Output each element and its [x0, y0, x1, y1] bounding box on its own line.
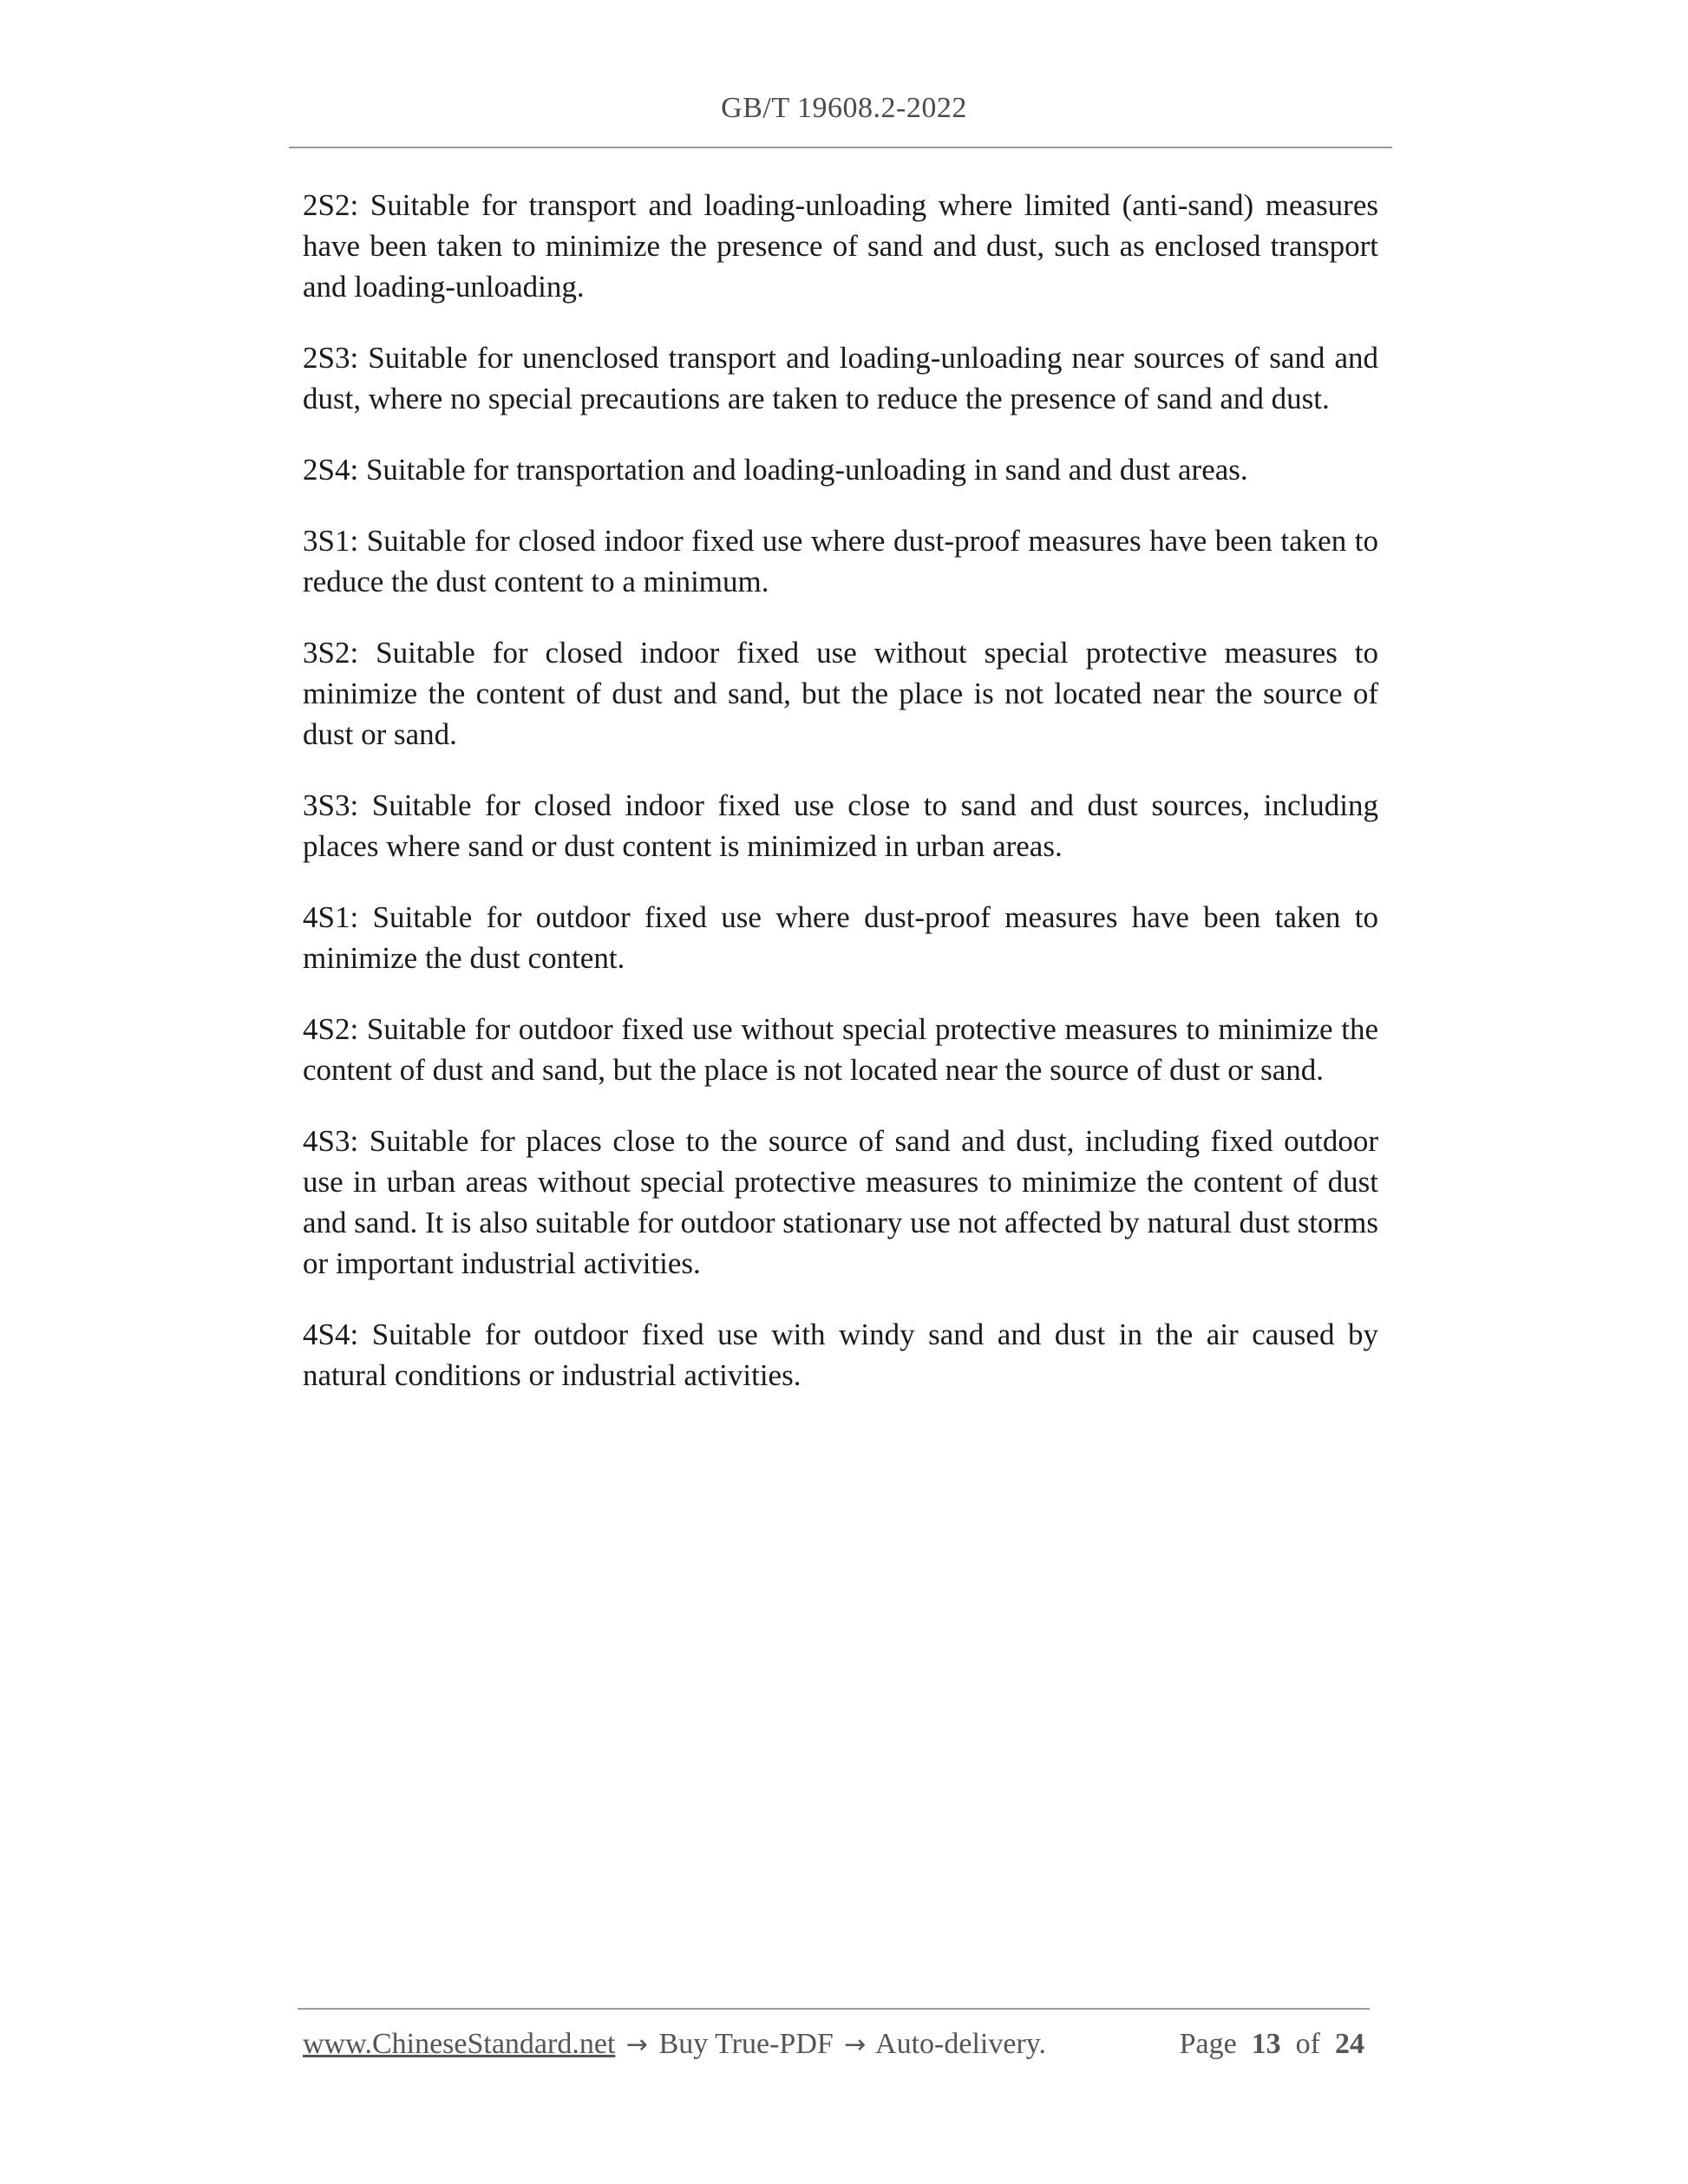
page-current: 13: [1251, 2028, 1281, 2060]
page-label: Page: [1179, 2028, 1237, 2060]
paragraph-3s1: 3S1: Suitable for closed indoor fixed use where dust-proof measures have been taken to reduce the dust content to a minimum.: [303, 524, 1378, 598]
paragraph-2s4: 2S4: Suitable for transportation and loading-unloading in sand and dust areas.: [303, 453, 1248, 487]
site-link[interactable]: www.ChineseStandard.net: [303, 2028, 616, 2060]
buy-true-pdf-text: Buy True-PDF: [658, 2028, 834, 2060]
footer-links: [303, 2028, 1046, 2061]
document-header: GB/T 19608.2-2022: [721, 92, 967, 124]
paragraph-3s3: 3S3: Suitable for closed indoor fixed use close to sand and dust sources, including places where sand or dust content is minimized in urban areas.: [303, 788, 1378, 863]
paragraph-2s3: 2S3: Suitable for unenclosed transport and loading-unloading near sources of sand and dust, where no special precautions are taken to reduce the presence of sand and dust.: [303, 341, 1378, 415]
page-total: 24: [1335, 2028, 1364, 2060]
header-divider: [289, 147, 1392, 148]
arrow-right-icon: →: [625, 2030, 649, 2060]
arrow-right-icon: →: [844, 2030, 867, 2060]
paragraph-4s3: 4S3: Suitable for places close to the source of sand and dust, including fixed outdoor use in urban areas without special protective measures to minimize the content of dust and sand. It is also suitable for outdoor stationary use not affected by natural dust storms or important industrial activities.: [303, 1124, 1378, 1280]
paragraph-4s1: 4S1: Suitable for outdoor fixed use where dust-proof measures have been taken to minimize the dust content.: [303, 900, 1378, 975]
page-number: [1180, 2028, 1364, 2061]
page-of-label: of: [1295, 2028, 1320, 2060]
paragraph-4s2: 4S2: Suitable for outdoor fixed use without special protective measures to minimize the content of dust and sand, but the place is not located near the source of dust or sand.: [303, 1012, 1378, 1087]
auto-delivery-text: Auto-delivery.: [875, 2028, 1047, 2060]
page-footer: [303, 2028, 1370, 2066]
footer-divider: [298, 2008, 1370, 2010]
paragraph-3s2: 3S2: Suitable for closed indoor fixed use without special protective measures to minimize the content of dust and sand, but the place is not located near the source of dust or sand.: [303, 636, 1378, 751]
document-body: [303, 185, 1378, 1426]
paragraph-4s4: 4S4: Suitable for outdoor fixed use with windy sand and dust in the air caused by natural conditions or industrial activities.: [303, 1318, 1378, 1392]
paragraph-2s2: 2S2: Suitable for transport and loading-unloading where limited (anti-sand) measures have been taken to minimize the presence of sand and dust, such as enclosed transport and loading-unloading.: [303, 188, 1378, 304]
